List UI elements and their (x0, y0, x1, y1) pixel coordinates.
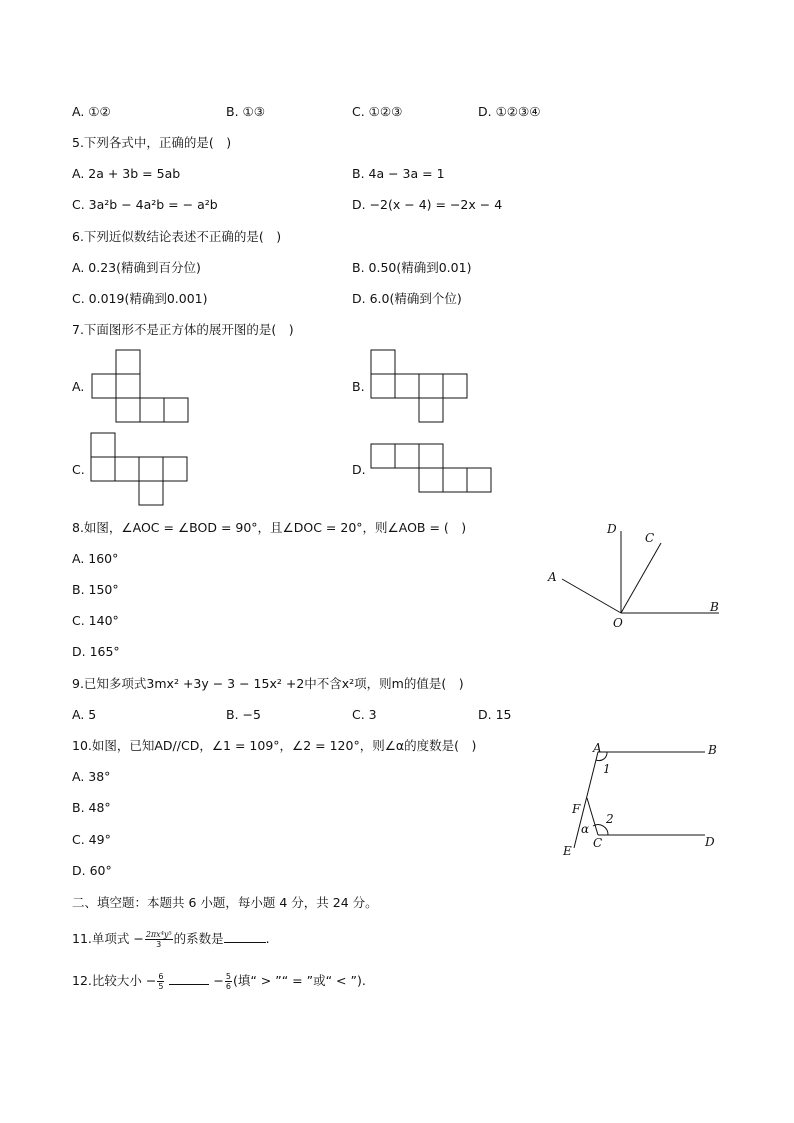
q9-option-b: B. −5 (226, 707, 261, 722)
q7-net-c (90, 432, 190, 507)
q11-answer-blank[interactable] (224, 930, 266, 943)
q7-net-d (370, 443, 495, 495)
q7-option-c-label: C. (72, 462, 85, 477)
q12-fraction-1 (157, 972, 164, 991)
q11-suffix: 的系数是 (173, 931, 224, 946)
q7-option-d-label: D. (352, 462, 366, 477)
label-1: 1 (603, 762, 611, 776)
q5-option-a: A. 2a + 3b = 5ab (72, 166, 181, 181)
label-b: B (710, 600, 719, 614)
q7-stem: 7.下面图形不是正方体的展开图的是( ) (72, 322, 294, 337)
q9-option-c: C. 3 (352, 707, 377, 722)
q12-frac1-num: 6 (158, 972, 164, 981)
label-a: A (593, 741, 602, 755)
label-2: 2 (606, 812, 614, 826)
q10-parallel-figure (555, 735, 730, 860)
q6-option-d: D. 6.0(精确到个位) (352, 291, 462, 306)
q11-frac-den: 3 (156, 940, 162, 949)
q4-option-b: B. ①③ (226, 104, 265, 119)
q9-stem: 9.已知多项式3mx² +3y − 3 − 15x² +2中不含x²项，则m的值是( ) (72, 676, 464, 691)
q6-stem: 6.下列近似数结论表述不正确的是( ) (72, 229, 282, 244)
q4-option-a: A. ①② (72, 104, 111, 119)
q12-frac2-num: 5 (225, 972, 231, 981)
q12-fraction-2 (225, 972, 232, 991)
q9-option-a: A. 5 (72, 707, 97, 722)
q12 (72, 970, 366, 992)
q10-stem: 10.如图，已知AD//CD，∠1 = 109°，∠2 = 120°，则∠α的度数是( ) (72, 738, 477, 753)
q12-mid: − (213, 973, 224, 988)
q10-option-d: D. 60° (72, 863, 112, 878)
q8-angle-figure (540, 515, 730, 635)
label-c: C (593, 836, 603, 850)
label-c: C (645, 531, 655, 545)
q5-stem: 5.下列各式中，正确的是( ) (72, 135, 232, 150)
q10-option-a: A. 38° (72, 769, 111, 784)
q10-option-c: C. 49° (72, 832, 111, 847)
q8-option-c: C. 140° (72, 613, 119, 628)
section2-heading: 二、填空题：本题共 6 小题，每小题 4 分，共 24 分。 (72, 895, 378, 910)
label-o: O (613, 616, 623, 630)
q5-option-d: D. −2(x − 4) = −2x − 4 (352, 197, 503, 212)
label-f: F (572, 802, 581, 816)
q11-frac-num: 2πx⁴y⁵ (145, 930, 172, 939)
q12-suffix: (填“ > ”“ = ”或“ < ”). (232, 973, 366, 988)
q7-net-a (90, 349, 190, 424)
q12-frac1-den: 5 (158, 982, 164, 991)
q12-answer-blank[interactable] (169, 972, 209, 985)
q12-prefix: 12.比较大小 − (72, 973, 157, 988)
q5-option-b: B. 4a − 3a = 1 (352, 166, 445, 181)
q8-option-a: A. 160° (72, 551, 119, 566)
q10-option-b: B. 48° (72, 800, 111, 815)
label-a: A (548, 570, 557, 584)
q5-option-c: C. 3a²b − 4a²b = − a²b (72, 197, 218, 212)
q8-option-b: B. 150° (72, 582, 119, 597)
q6-option-a: A. 0.23(精确到百分位) (72, 260, 201, 275)
label-d: D (705, 835, 715, 849)
q6-option-c: C. 0.019(精确到0.001) (72, 291, 208, 306)
q4-option-c: C. ①②③ (352, 104, 403, 119)
q12-frac2-den: 6 (225, 982, 231, 991)
label-b: B (708, 743, 717, 757)
q8-option-d: D. 165° (72, 644, 120, 659)
q11-prefix: 11.单项式 − (72, 931, 144, 946)
label-d: D (607, 522, 617, 536)
q7-net-b (370, 349, 470, 424)
q4-option-d: D. ①②③④ (478, 104, 541, 119)
q7-option-b-label: B. (352, 379, 365, 394)
label-alpha: α (581, 822, 590, 836)
q8-stem: 8.如图，∠AOC = ∠BOD = 90°，且∠DOC = 20°，则∠AOB = ( ) (72, 520, 467, 535)
ray-oa (562, 579, 621, 613)
q7-option-a-label: A. (72, 379, 85, 394)
q11 (72, 928, 270, 950)
q11-end: . (265, 931, 270, 946)
q9-option-d: D. 15 (478, 707, 512, 722)
q11-fraction (145, 930, 173, 949)
ray-oc (621, 543, 661, 613)
label-e: E (563, 844, 572, 858)
q6-option-b: B. 0.50(精确到0.01) (352, 260, 472, 275)
